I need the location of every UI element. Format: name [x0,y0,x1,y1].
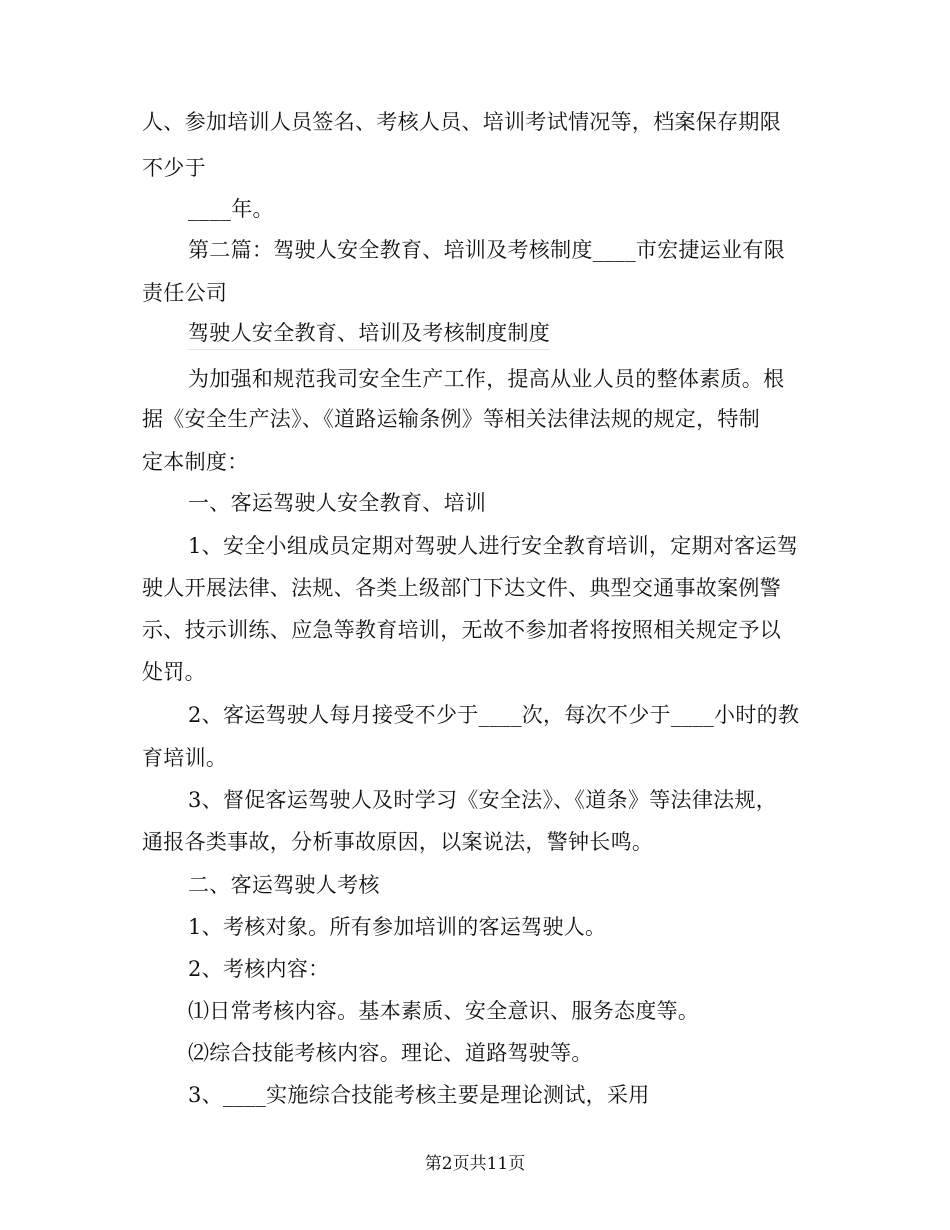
body-text-line: 2、考核内容： [188,957,330,981]
document-subheading: 驾驶人安全教育、培训及考核制度制度 [188,320,550,350]
body-text-line: ⑵综合技能考核内容。理论、道路驾驶等。 [188,1041,593,1065]
body-text-line: ____年。 [188,197,274,221]
section-title-line: 责任公司 [142,281,228,305]
body-text-line: 3、督促客运驾驶人及时学习《安全法》、《道条》等法律法规， [188,788,778,812]
body-text-line: 通报各类事故，分析事故原因，以案说法，警钟长鸣。 [142,830,654,854]
body-text-line: 3、____实施综合技能考核主要是理论测试，采用 [188,1083,650,1107]
body-text-line: 育培训。 [142,746,228,770]
body-text-line: 1、安全小组成员定期对驾驶人进行安全教育培训，定期对客运驾 [188,534,799,558]
body-text-line: 定本制度： [142,450,249,474]
body-text-line: 为加强和规范我司安全生产工作，提高从业人员的整体素质。根 [188,367,785,391]
body-text-line: 示、技示训练、应急等教育培训，无故不参加者将按照相关规定予以 [142,618,781,642]
section-heading: 二、客运驾驶人考核 [188,873,380,897]
section-heading: 一、客运驾驶人安全教育、培训 [188,491,487,515]
section-title-line: 第二篇：驾驶人安全教育、培训及考核制度____市宏捷运业有限 [188,238,785,262]
body-text-line: 据《安全生产法》、《道路运输条例》等相关法律法规的规定，特制 [142,407,760,431]
body-text-line: 驶人开展法律、法规、各类上级部门下达文件、典型交通事故案例警 [142,576,781,600]
body-text-line: ⑴日常考核内容。基本素质、安全意识、服务态度等。 [188,999,700,1023]
body-text-line: 不少于 [142,156,206,180]
body-text-line: 人、参加培训人员签名、考核人员、培训考试情况等，档案保存期限 [142,110,781,134]
body-text-line: 2、客运驾驶人每月接受不少于____次，每次不少于____小时的教 [188,703,800,727]
page-number-footer: 第2页共11页 [424,1154,526,1174]
body-text-line: 1、考核对象。所有参加培训的客运驾驶人。 [188,915,607,939]
body-text-line: 处罚。 [142,660,206,684]
